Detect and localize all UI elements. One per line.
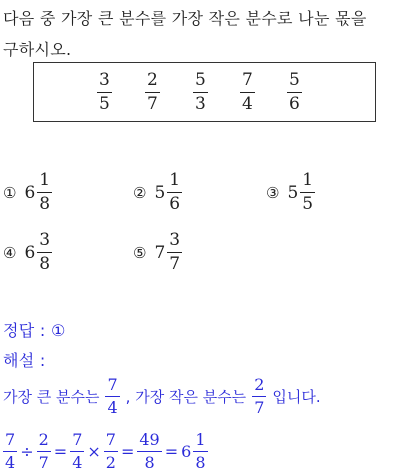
explanation-text: , 가장 작은 분수는 bbox=[125, 388, 247, 406]
numerator: 7 bbox=[72, 430, 83, 449]
divide-sign: ÷ bbox=[20, 442, 34, 461]
explanation-line bbox=[3, 377, 321, 416]
choice-fraction bbox=[37, 232, 52, 273]
denominator: 8 bbox=[39, 194, 51, 214]
numerator: 3 bbox=[39, 230, 51, 250]
choice-fraction bbox=[37, 172, 52, 213]
equation-fraction bbox=[37, 432, 51, 471]
choice-marker: ② bbox=[133, 183, 147, 202]
choice-1[interactable] bbox=[3, 172, 52, 213]
choice-marker: ⑤ bbox=[133, 243, 147, 262]
numerator: 1 bbox=[39, 170, 51, 190]
equals-sign: = bbox=[53, 442, 68, 461]
denominator: 5 bbox=[99, 94, 110, 114]
denominator: 2 bbox=[105, 453, 116, 472]
question-line-1: 다음 중 가장 큰 분수를 가장 작은 분수로 나눈 몫을 bbox=[3, 9, 367, 28]
explanation-label: 해설 : bbox=[3, 351, 46, 370]
choice-fraction bbox=[300, 172, 315, 213]
choice-fraction bbox=[167, 172, 182, 213]
equation-fraction bbox=[3, 432, 17, 471]
largest-fraction bbox=[105, 377, 119, 416]
answer-label: 정답 : ① bbox=[3, 321, 66, 340]
denominator: 7 bbox=[147, 94, 158, 114]
explanation-text: 가장 큰 분수는 bbox=[3, 388, 100, 406]
denominator: 8 bbox=[195, 453, 206, 472]
box-fraction bbox=[193, 72, 208, 113]
question-line-2: 구하시오. bbox=[3, 40, 72, 59]
denominator: 6 bbox=[289, 94, 300, 114]
numerator: 7 bbox=[242, 70, 253, 90]
denominator: 7 bbox=[169, 254, 181, 274]
choice-marker: ④ bbox=[3, 243, 17, 262]
explanation-text: 입니다. bbox=[272, 388, 321, 406]
denominator: 5 bbox=[302, 194, 314, 214]
equation-fraction bbox=[104, 432, 118, 471]
multiply-sign: × bbox=[87, 442, 101, 461]
denominator: 7 bbox=[38, 453, 49, 472]
numerator: 2 bbox=[147, 70, 158, 90]
denominator: 8 bbox=[39, 254, 51, 274]
choice-marker: ① bbox=[3, 183, 17, 202]
whole-number: 6 bbox=[24, 242, 36, 263]
equation-fraction bbox=[70, 432, 84, 471]
equation-fraction bbox=[193, 432, 207, 471]
numerator: 2 bbox=[38, 430, 49, 449]
whole-number: 7 bbox=[154, 242, 166, 263]
choice-2[interactable] bbox=[133, 172, 182, 213]
numerator: 2 bbox=[254, 375, 265, 394]
denominator: 8 bbox=[144, 453, 155, 472]
numerator: 5 bbox=[289, 70, 300, 90]
denominator: 4 bbox=[5, 453, 16, 472]
denominator: 4 bbox=[107, 398, 118, 417]
numerator: 5 bbox=[195, 70, 206, 90]
whole-number: 5 bbox=[154, 182, 166, 203]
choice-5[interactable] bbox=[133, 232, 182, 273]
choice-4[interactable] bbox=[3, 232, 52, 273]
whole-number: 5 bbox=[287, 182, 299, 203]
numerator: 7 bbox=[105, 430, 116, 449]
numerator: 49 bbox=[139, 430, 160, 449]
numerator: 7 bbox=[5, 430, 16, 449]
numerator: 1 bbox=[195, 430, 206, 449]
denominator: 4 bbox=[72, 453, 83, 472]
numerator: 7 bbox=[107, 375, 118, 394]
box-fraction bbox=[240, 72, 255, 113]
box-fraction bbox=[97, 72, 112, 113]
numerator: 3 bbox=[169, 230, 181, 250]
equals-sign: = bbox=[120, 442, 135, 461]
denominator: 4 bbox=[242, 94, 253, 114]
box-fraction bbox=[287, 72, 302, 113]
whole-number: 6 bbox=[24, 182, 36, 203]
numerator: 3 bbox=[99, 70, 110, 90]
choice-marker: ③ bbox=[266, 183, 280, 202]
numerator: 1 bbox=[169, 170, 181, 190]
box-fraction bbox=[145, 72, 160, 113]
equation-fraction bbox=[137, 432, 161, 471]
whole-number: 6 bbox=[181, 442, 192, 461]
choice-fraction bbox=[167, 232, 182, 273]
choice-3[interactable] bbox=[266, 172, 315, 213]
denominator: 3 bbox=[195, 94, 206, 114]
solution-equation bbox=[3, 432, 208, 471]
equals-sign: = bbox=[164, 442, 179, 461]
denominator: 6 bbox=[169, 194, 181, 214]
denominator: 7 bbox=[254, 398, 265, 417]
numerator: 1 bbox=[302, 170, 314, 190]
smallest-fraction bbox=[252, 377, 266, 416]
